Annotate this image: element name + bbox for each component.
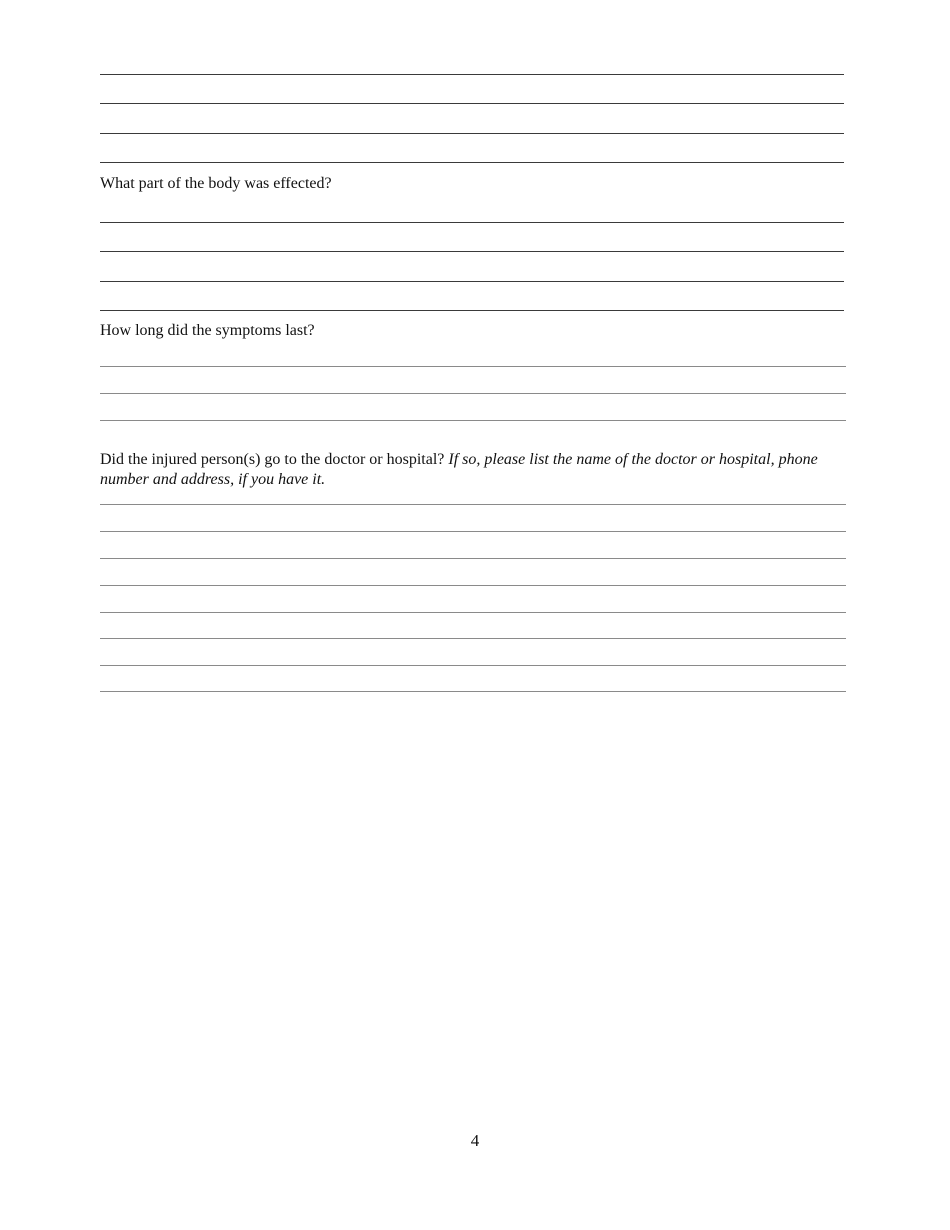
answer-line[interactable] (100, 638, 846, 639)
answer-line[interactable] (100, 366, 846, 367)
question-doctor-hospital-text: Did the injured person(s) go to the doctor or hospital? (100, 451, 445, 468)
answer-line[interactable] (100, 310, 844, 311)
question-doctor-hospital (100, 450, 846, 490)
answer-line[interactable] (100, 133, 844, 134)
answer-line[interactable] (100, 504, 846, 505)
question-body-part: What part of the body was effected? (100, 175, 332, 192)
answer-line[interactable] (100, 612, 846, 613)
answer-line[interactable] (100, 74, 844, 75)
answer-line[interactable] (100, 222, 844, 223)
answer-line[interactable] (100, 251, 844, 252)
answer-line[interactable] (100, 531, 846, 532)
answer-line[interactable] (100, 665, 846, 666)
answer-line[interactable] (100, 420, 846, 421)
answer-line[interactable] (100, 162, 844, 163)
question-symptom-duration: How long did the symptoms last? (100, 322, 315, 339)
question-doctor-hospital-instruction: If so, please list the name of the doctor or hospital, phone number and address, if you have it. (100, 451, 818, 488)
answer-line[interactable] (100, 691, 846, 692)
answer-line[interactable] (100, 558, 846, 559)
answer-line[interactable] (100, 103, 844, 104)
answer-line[interactable] (100, 393, 846, 394)
answer-line[interactable] (100, 281, 844, 282)
answer-line[interactable] (100, 585, 846, 586)
page-number: 4 (470, 1131, 480, 1150)
